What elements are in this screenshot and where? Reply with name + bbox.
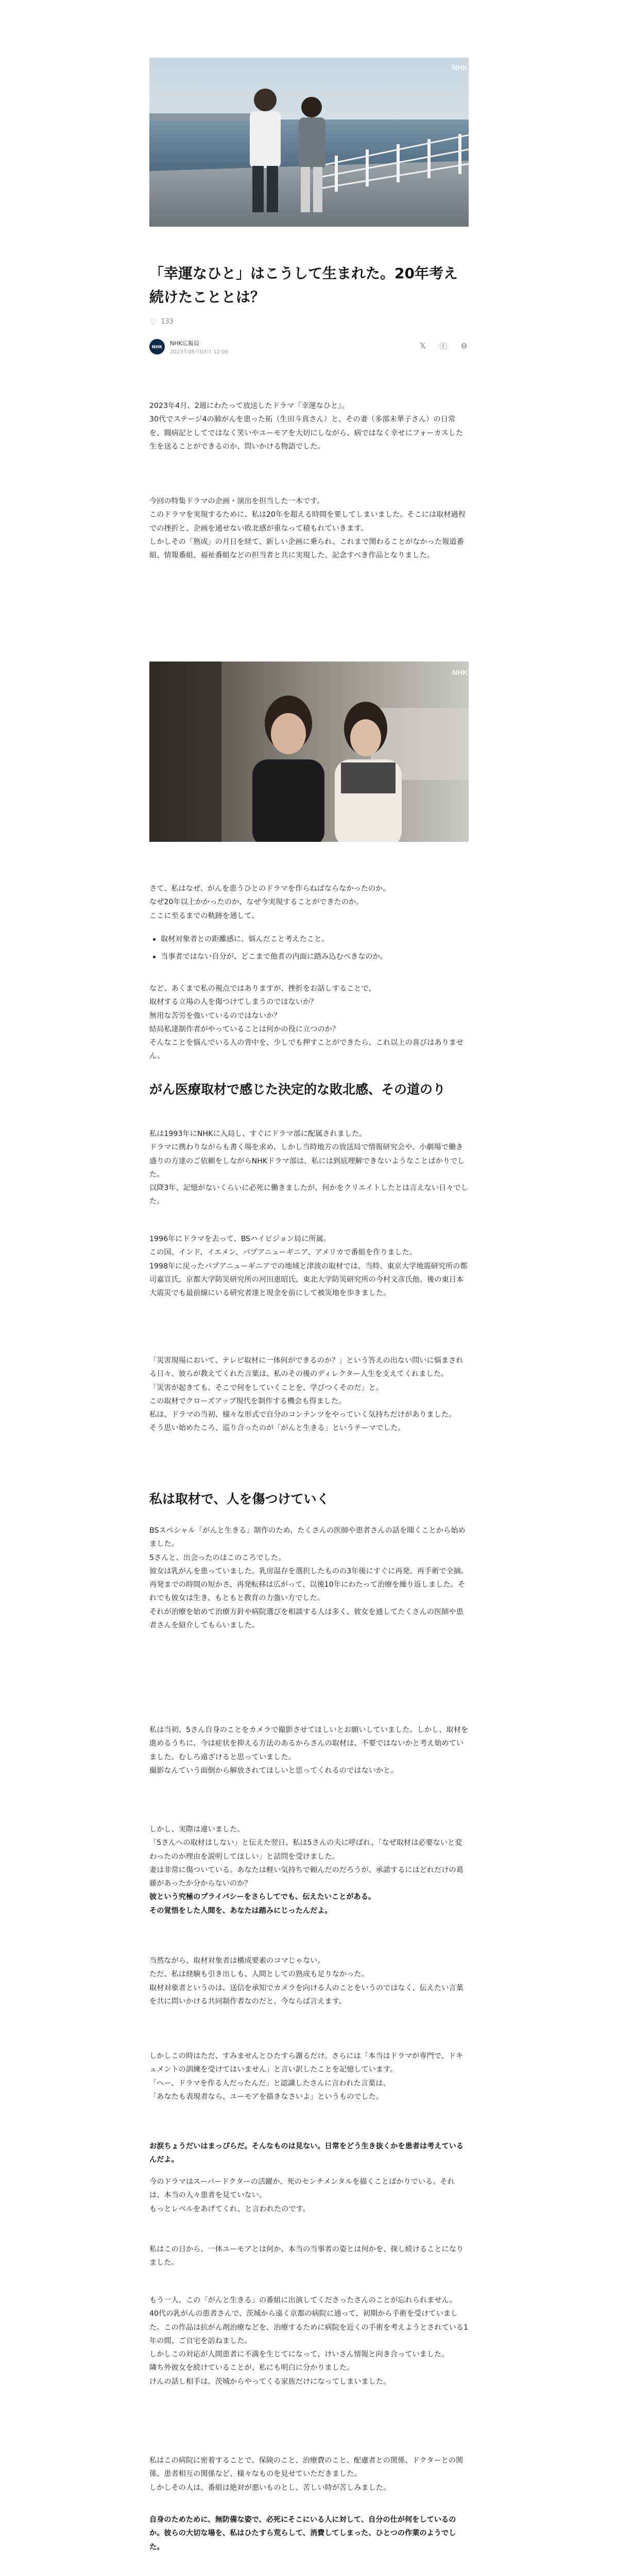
share-bar [418, 341, 469, 350]
text-line: 2023年4月、2週にわたって放送したドラマ『幸運なひと』。 [149, 402, 349, 410]
section2-paragraph [149, 1524, 469, 1632]
text-line: しかしその「熟成」の月日を経て、新しい企画に乗られ、これまで関わることがなかった報道番組、情報番組、福祉番組などの担当者と共に実現した、記念すべき作品となりました。 [149, 537, 464, 560]
text-line: 私はこの病院に密着することで、保険のこと、治療費のこと、配慮者との関係、ドクターとの関係、患者相互の関係など、様々なものを見せていただきました。 [149, 2456, 464, 2479]
text-line: 1996年にドラマを去って、BSハイビジョン局に所属。 [149, 1235, 331, 1243]
text-line: 撮影なんていう面倒から解放されてほしいと思ってくれるのではないかと。 [149, 1766, 398, 1775]
text-line: しかしその人は、番組は絶対が悪いものとし、苦しい時が苦しみました。 [149, 2483, 391, 2492]
text-line: 「ヘー、ドラマを作る人だったんだ」と認識したさんに言われた言葉は、 [149, 2079, 390, 2088]
text-line: しかしこの時はただ、すみませんとひたすら謝るだけ。さらには「本当はドラマが専門で、ドキュメントの訓練を受けてはいません」と言い訳したことを記憶しています。 [149, 2052, 464, 2074]
text-line: もっとレベルをあげてくれ、と言われたのです。 [149, 2205, 310, 2213]
section-heading: 私は取材で、人を傷つけていく [149, 1492, 330, 1506]
lead2-paragraph [149, 982, 469, 1063]
section1-paragraph-2 [149, 1232, 469, 1300]
list-item: 当事者ではない自分が、どこまで他者の内面に踏み込むべきなのか。 [149, 948, 469, 965]
section1-paragraph-3 [149, 1354, 469, 1435]
text-line: しかし、実際は違いました。 [149, 1825, 245, 1834]
scene-image [149, 662, 469, 842]
text-line: そう思い始めたころ、巡り合ったのが「がんと生きる」というテーマでした。 [149, 1424, 405, 1433]
heart-icon[interactable]: ♡ [149, 316, 157, 327]
text-line: しかしこの対応が人間患者に不満を生じてになって、けいさん情報と向き合っていました。 [149, 2350, 449, 2359]
x-icon[interactable]: 𝕏 [419, 341, 426, 350]
author-row [149, 338, 469, 357]
section2-paragraph-9 [149, 2454, 469, 2495]
text-line: さて、私はなぜ、がんを患うひとのドラマを作らねばならなかったのか。 [149, 885, 390, 893]
text-line: 以降3年、記憶がないくらいに必死に働きましたが、何かをクリエイトしたとは言えない日々でした。 [149, 1184, 468, 1206]
facebook-icon[interactable]: ⓕ [439, 341, 448, 351]
text-line: ここに至るまでの軌跡を通して、 [149, 911, 259, 920]
section2-paragraph-2 [149, 1723, 469, 1777]
like-count: 133 [161, 317, 174, 326]
section-heading: がん医療取材で感じた決定的な敗北感、その道のり [149, 1082, 446, 1097]
text-line: 結局私達制作者がやっていることは何かの役に立つのか？ [149, 1025, 339, 1033]
text-line: 私は1993年にNHKに入局し、すぐにドラマ部に配属されました。 [149, 1130, 367, 1138]
text-line: 妻は非常に傷ついている。あなたは軽い気持ちで頼んだのだろうが、承諾するにはどれだけの葛藤があったか分からないのか？ [149, 1866, 464, 1888]
section1-paragraph [149, 1127, 469, 1209]
text-line: この国、インド、イエメン、パプアニューギニア、アメリカで番組を作りました。 [149, 1248, 417, 1257]
text-line: けんの話し相手は、茨城からやってくる家族だけになってしまいました。 [149, 2377, 391, 2386]
text-line: そんなことを悩んでいる人の背中を、少しでも押すことができたら、これ以上の喜びはありません。 [149, 1039, 464, 1061]
article-title: 「幸運なひと」はこうして生まれた。20年考え続けたこととは？ [149, 265, 458, 306]
avatar[interactable]: NHK [149, 339, 165, 354]
text-line: 彼女は乳がんを患っていました。乳房温存を選択したものの3年後にすぐに再発、再手術で全摘。 [149, 1567, 469, 1575]
hero-watermark: NHK [452, 63, 468, 72]
text-line: 「災害が起きても、そこで何をしていくことを、学びつくそのだ」と。 [149, 1383, 384, 1392]
link-icon[interactable]: ⊖ [460, 341, 468, 350]
text-line: 私は、ドラマの当初、様々な形式で自分のコンテンツをやっていく気持ちだけがありました。 [149, 1411, 456, 1419]
text-line: 「災害現場において、テレビ取材に一体何ができるのか？」という答えの出ない問いに悩まされる日々、彼らが教えてくれた言葉は、私のその後のディレクター人生を支えてくれました。 [149, 1357, 464, 1379]
bold-text-line: その覚悟をした人間を、あなたは踏みにじったんだよ。 [149, 1906, 332, 1915]
text-line: 隣ち外彼女を続けていることが、私にも明白に分かりました。 [149, 2364, 354, 2372]
text-line: 私は当初、5さん自身のことをカメラで撮影させてほしいとお願いしていました。しかし、取材を進めるうちに、今は症状を抑える方法のあるからさんの取材は、不要ではないかと考え始めていました。むしろ遠ざけると思っていました。 [149, 1726, 469, 1761]
lead-paragraph [149, 882, 469, 923]
text-line: 今回の特集ドラマの企画・演出を担当した一木です。 [149, 497, 324, 505]
intro-paragraph [149, 399, 469, 453]
bold-paragraph: お涙ちょうだいはまっぴらだ。そんなものは見ない。日常をどう生き抜くかを患者は考えているんだよ。 [149, 2142, 464, 2164]
text-line: 30代でステージ4の肺がんを患った拓（生田斗真さん）と、その妻（多部未華子さん）の日常を、闘病記としてではなく笑いやユーモアを大切にしながら、病ではなく幸せにフォーカスした生を送ることができるのか、問いかける物語でした。 [149, 415, 464, 451]
section2-paragraph-4 [149, 1954, 469, 2008]
publish-date: 2023年05月03日 12:00 [170, 349, 228, 355]
section2-paragraph-5 [149, 2049, 469, 2104]
text-line: 再発までの時間の短かさ、再発転移は広がって、以後10年にわたって治療を繰り返しました。それでも彼女は生き、もともと教育の力強い方でした。 [149, 1581, 466, 1603]
text-line: 無用な苦労を強いているのではないか？ [149, 1011, 281, 1020]
text-line: 「5さんへの取材はしない」と伝えた翌日、私は5さんの夫に呼ばれ、「なぜ取材は必要ないと変わったのか理由を説明してほしい」と詰問を受けました。 [149, 1839, 462, 1861]
hero-image [149, 58, 469, 227]
bold-paragraph-2: 自身のためために、無防備な姿で、必死にそこにいる人に対して、自分の仕が何をしているのか。彼らの大切な場を、私はひたすら荒らして、消費してしまった、ひとつの作業のようでした。 [149, 2516, 456, 2551]
text-line: なぜ20年以上かかったのか、なぜ今実現することができたのか。 [149, 898, 364, 907]
intro2-paragraph [149, 495, 469, 562]
text-line: など、あくまで私の視点ではありますが、挫折をお話しすることで、 [149, 985, 376, 993]
text-line: 「あなたも表現者なら、ユーモアを描きなさいよ」というものでした。 [149, 2092, 384, 2101]
text-line: もう一人、この「がんと生きる」の番組に出演してくださったさんのことが忘れられません。 [149, 2296, 457, 2304]
section2-paragraph-6 [149, 2175, 469, 2216]
text-line: 5さんと、出会ったのはこのころでした。 [149, 1553, 286, 1562]
list-item: 取材対象者との距離感に、悩んだこと考えたこと。 [149, 930, 469, 948]
text-line: 取材対象者というのは、送信を承知でカメラを向ける人のことをいうのではなく、伝えたい言葉を共に問いかける共同制作者なのだと、今ならば言えます。 [149, 1984, 464, 2006]
text-line: このドラマを実現するために、私は20年を超える時間を要してしまいました。そこには取材過程での挫折と、企画を通せない敗北感が重なって積もれていきます。 [149, 511, 466, 533]
text-line: ただ、私は経験も引き出しも、人間としての熟成も足りなかった。 [149, 1970, 369, 1979]
text-line: 当然ながら、取材対象者は構成要素のコマじゃない。 [149, 1957, 325, 1965]
bold-text-line: 彼という究極のプライバシーをさらしてでも、伝えたいことがある。 [149, 1893, 376, 1902]
text-line: 取材する立場の人を傷つけてしまうのではないか？ [149, 998, 318, 1007]
author-name[interactable]: NHK広報局 [170, 340, 199, 347]
text-line: BSスペシャル「がんと生きる」制作のため、たくさんの医師や患者さんの話を聞くことから始めました。 [149, 1527, 466, 1549]
text-line: 40代の乳がんの患者さんで、茨城から遠く京都の病院に通って、初期から手術を受けていました。この作品は抗がん剤治療などを、治療するために病院を近くの手術を考えようとされている1年の間、ご自宅を訪ねました。 [149, 2310, 469, 2345]
section2-paragraph-3 [149, 1823, 469, 1918]
section2-paragraph-7: 私はこの日から、一体ユーモアとは何か、本当の当事者の姿とは何かを、探し続けることになりました。 [149, 2245, 464, 2267]
text-line: この取材でクローズアップ現代を制作する機会も得ました。 [149, 1397, 346, 1405]
text-line: 1998年に戻ったパプアニューギニアでの地域と津波の取材では、当時、東京大学地震研究所の都司嘉宣氏、京都大学防災研究所の河田恵昭氏、東北大学防災研究所の今村文彦氏他、後の東日本大震災でも最前線にいる研究者達と現金を前にして被災地を歩きました。 [149, 1262, 468, 1298]
scene-watermark: NHK [452, 668, 468, 676]
like-area[interactable] [149, 316, 174, 327]
section2-paragraph-8 [149, 2294, 469, 2388]
text-line: それが治療を始めて治療方針や病院選びを相談する人は多く、彼女を通してたくさんの医師や患者さんを紹介してもらいました。 [149, 1607, 464, 1630]
text-line: ドラマに携わりながらも書く場を求め、しかし当時地方の放送局で情報研究会や、小劇場で働き盛りの方達のご依頼をしながらNHKドラマ部は、私には到底理解できないようなことばかりでした。 [149, 1143, 465, 1179]
bullet-list [149, 930, 469, 965]
text-line: 今のドラマはスーパードクターの活躍か、死のセンチメンタルを描くことばかりでいる。それは、本当の人々患者を見ていない。 [149, 2178, 455, 2200]
